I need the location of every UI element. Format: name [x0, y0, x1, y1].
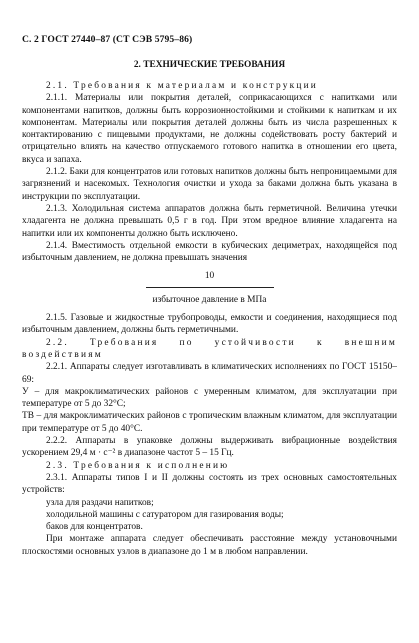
- paragraph-2-2-2: 2.2.2. Аппараты в упаковке должны выдерживать вибрационные воздействия ускорением 29,4 м · с⁻² в диапазоне частот 5 – 15 Гц.: [22, 436, 397, 459]
- fraction-denominator: избыточное давление в МПа: [152, 294, 267, 305]
- paragraph-2-3-1-end: При монтаже аппарата следует обеспечивать расстояние между установочными плоскостями основных узлов в диапазоне до 1 м в любом направлении.: [22, 534, 397, 557]
- subsection-heading-2-3: 2.3. Требования к исполнению: [46, 460, 230, 471]
- document-body: [22, 80, 397, 558]
- list-item-b: холодильной машины с сатуратором для газирования воды;: [46, 509, 284, 520]
- fraction: [22, 270, 397, 306]
- paragraph-2-1-1: 2.1.1. Материалы или покрытия деталей, соприкасающихся с напитками или компонентами напитков, должны быть коррозионностойкими и стойкими к напиткам и их компонентам. Материалы или покрытия деталей должны быть из числа разрешенных к контактированию с пищевыми продуктами, не должны содействовать росту бактерий и отрицательно влиять на качество отпускаемого готового напитка в отношении его цвета, вкуса и запаха.: [22, 93, 397, 165]
- paragraph-2-1-2: 2.1.2. Баки для концентратов или готовых напитков должны быть непроницаемыми для загрязнений и насекомых. Технология очистки и ухода за баками должна быть указана в инструкции по эксплуатации.: [22, 167, 397, 202]
- paragraph-2-1-3: 2.1.3. Холодильная система аппаратов должна быть герметичной. Величина утечки хладагента не должна превышать 0,5 г в год. При этом вредное влияние хладагента на напитки или их компоненты должно быть исключено.: [22, 203, 397, 239]
- fraction-numerator: 10: [204, 271, 215, 282]
- paragraph-2-1-4: 2.1.4. Вместимость отдельной емкости в кубических дециметрах, находящейся под избыточным давлением, не должна превышать значения: [22, 240, 397, 264]
- paragraph-2-2-1-u: У – для макроклиматических районов с умеренным климатом, для эксплуатации при температуре от 5 до 32°С;: [22, 386, 397, 410]
- paragraph-2-1-5: 2.1.5. Газовые и жидкостные трубопроводы, емкости и соединения, находящиеся под избыточным давлением, должны быть герметичными.: [22, 313, 397, 336]
- list-item-c: баков для концентратов.: [46, 522, 143, 533]
- subsection-heading-2-2: 2.2. Требования по устойчивости к внешним воздействиям: [22, 337, 397, 360]
- list-item-a: узла для раздачи напитков;: [46, 497, 154, 508]
- section-title: 2. ТЕХНИЧЕСКИЕ ТРЕБОВАНИЯ: [133, 60, 286, 70]
- fraction-line: [146, 287, 274, 288]
- paragraph-2-2-1-tv: ТВ – для макроклиматических районов с тропическим влажным климатом, для эксплуатации при температуре от 5 до 40°С.: [22, 411, 397, 434]
- paragraph-2-2-1: 2.2.1. Аппараты следует изготавливать в климатических исполнениях по ГОСТ 15150–69:: [22, 362, 397, 385]
- paragraph-2-3-1: 2.3.1. Аппараты типов I и II должны состоять из трех основных самостоятельных устройств:: [22, 472, 397, 496]
- subsection-heading-2-1: 2.1. Требования к материалам и конструкции: [46, 81, 319, 91]
- page-header: С. 2 ГОСТ 27440–87 (СТ СЭВ 5795–86): [22, 34, 193, 45]
